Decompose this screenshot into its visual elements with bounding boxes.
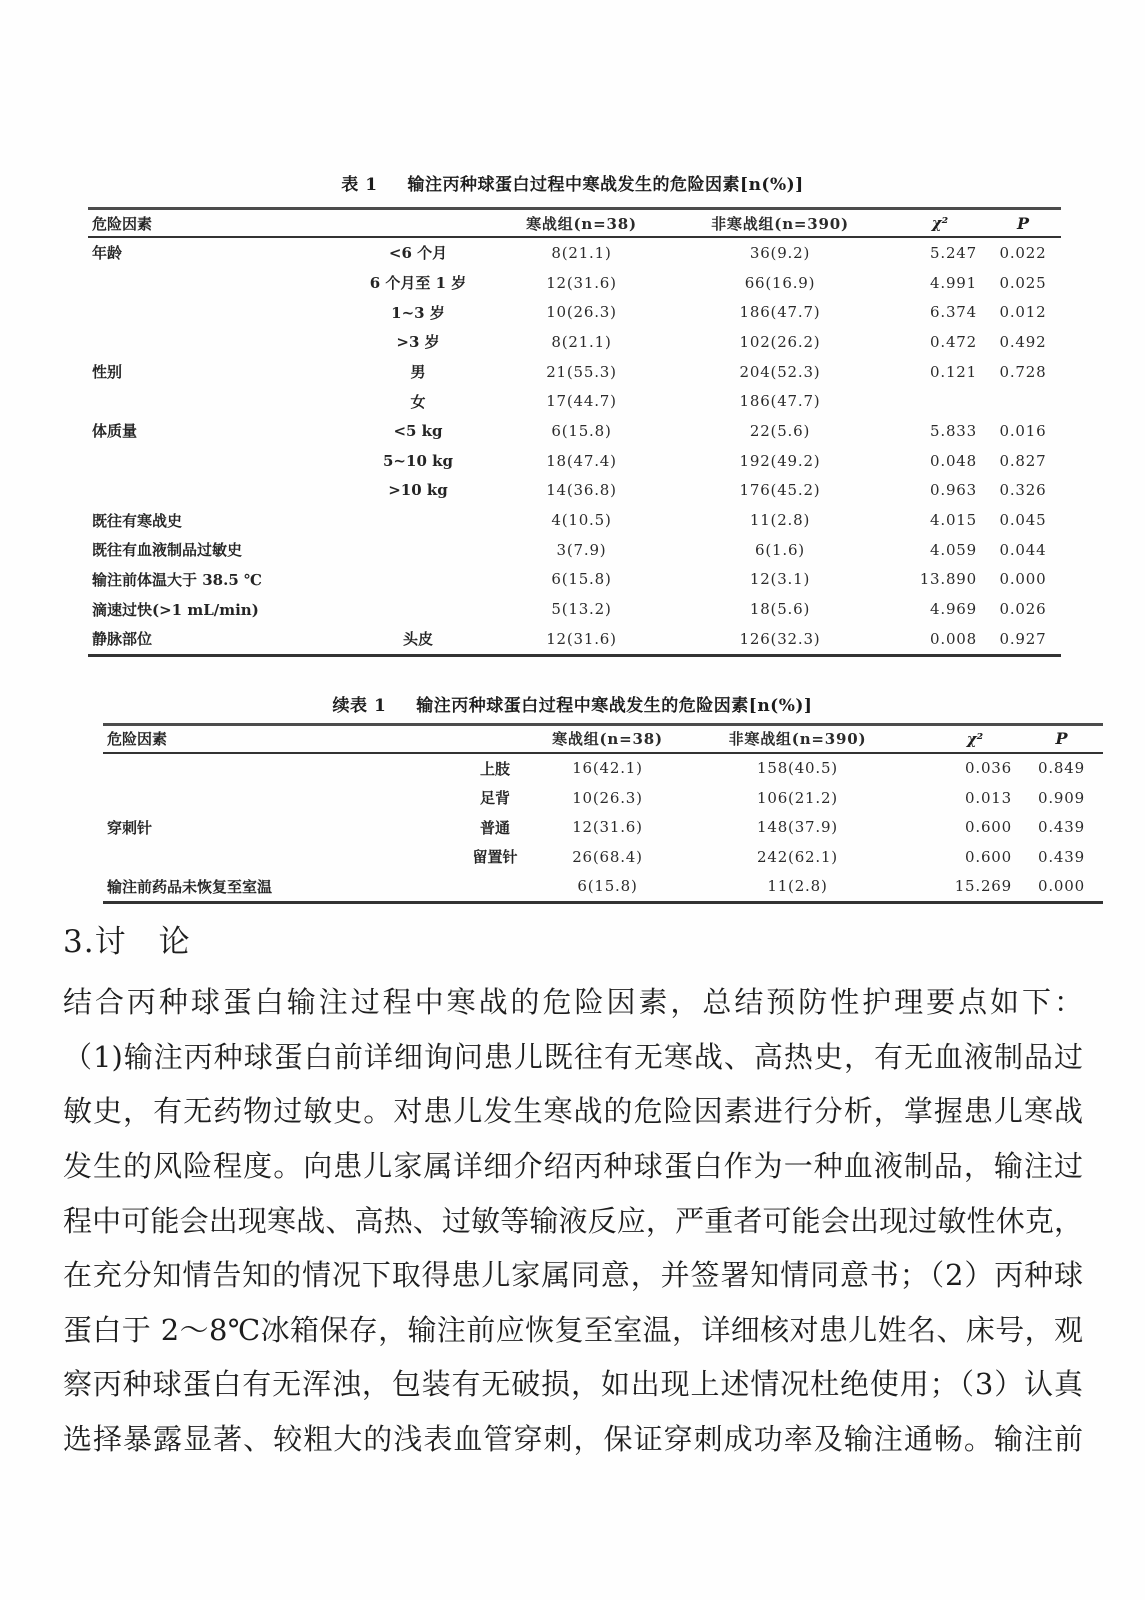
cell-nonchill-group: 66(16.9): [744, 273, 816, 292]
paragraph-line: 程中可能会出现寒战、高热、过敏等输液反应，严重者可能会出现过敏性休克，: [63, 1203, 1083, 1238]
cell-nonchill-group: 242(62.1): [757, 847, 838, 866]
paragraph-line: 察丙种球蛋白有无浑浊，包装有无破损，如出现上述情况杜绝使用；（3）认真: [63, 1367, 1083, 1402]
paragraph-line: 发生的风险程度。向患儿家属详细介绍丙种球蛋白作为一种血液制品，输注过: [63, 1148, 1083, 1183]
cell-factor: 滴速过快(>1 mL/min): [92, 600, 259, 619]
cell-nonchill-group: 11(2.8): [767, 877, 828, 896]
cell-category: 足背: [479, 789, 510, 808]
cell-nonchill-group: 148(37.9): [757, 818, 838, 837]
cell-factor: 既往有血液制品过敏史: [92, 541, 243, 560]
discussion-paragraph: [63, 975, 1083, 1466]
table1-header-chi-square: χ²: [931, 214, 949, 232]
cell-category: <6 个月: [388, 244, 448, 263]
cell-p-value: 0.044: [999, 540, 1047, 559]
cell-p-value: 0.439: [1038, 847, 1085, 866]
table-row: [88, 594, 1061, 624]
table1-header-chill-group: 寒战组(n=38): [526, 214, 637, 233]
cell-nonchill-group: 158(40.5): [757, 759, 838, 778]
cell-chi-square: 0.600: [965, 818, 1012, 837]
discussion-section: [63, 916, 1083, 1466]
cell-factor: 输注前药品未恢复至室温: [107, 877, 273, 896]
cell-chi-square: 4.015: [930, 511, 977, 530]
cell-p-value: 0.492: [999, 332, 1047, 351]
table2-body: [103, 754, 1103, 902]
table2-header-nonchill-group: 非寒战组(n=390): [728, 730, 867, 749]
cell-nonchill-group: 102(26.2): [739, 332, 821, 351]
table2-title: [0, 691, 1145, 716]
table-row: [103, 783, 1103, 813]
table-row: [88, 238, 1061, 268]
cell-p-value: 0.026: [999, 600, 1047, 619]
cell-factor: 静脉部位: [92, 630, 153, 649]
cell-nonchill-group: 11(2.8): [749, 511, 811, 530]
table-row: [88, 416, 1061, 446]
cell-chill-group: 8(21.1): [551, 332, 612, 351]
cell-factor: 既往有寒战史: [92, 511, 183, 530]
table-row: [88, 386, 1061, 416]
cell-chi-square: 6.374: [930, 303, 977, 322]
cell-p-value: 0.000: [1038, 877, 1085, 896]
table1-title: [0, 170, 1145, 195]
cell-category: 1~3 岁: [391, 303, 445, 322]
cell-nonchill-group: 18(5.6): [749, 600, 811, 619]
table-row: [88, 535, 1061, 565]
cell-chill-group: 12(31.6): [546, 629, 617, 648]
cell-factor: 穿刺针: [107, 818, 153, 837]
cell-chi-square: 0.008: [930, 629, 977, 648]
cell-chi-square: 0.121: [930, 362, 977, 381]
cell-category: 头皮: [402, 630, 433, 649]
cell-chill-group: 18(47.4): [546, 451, 617, 470]
cell-nonchill-group: 106(21.2): [757, 788, 838, 807]
paragraph-line: 选择暴露显著、较粗大的浅表血管穿刺，保证穿刺成功率及输注通畅。输注前: [63, 1421, 1083, 1456]
table2-header-p-value: P: [1055, 729, 1068, 749]
cell-chill-group: 6(15.8): [577, 877, 638, 896]
cell-chill-group: 3(7.9): [556, 540, 607, 559]
cell-nonchill-group: 36(9.2): [749, 243, 811, 262]
table-row: [88, 446, 1061, 476]
table-row: [103, 813, 1103, 843]
cell-category: 上肢: [479, 759, 510, 778]
cell-p-value: 0.022: [999, 243, 1047, 262]
paragraph-line: 在充分知情告知的情况下取得患儿家属同意，并签署知情同意书；（2）丙种球: [63, 1258, 1083, 1293]
cell-p-value: 0.045: [999, 511, 1047, 530]
discussion-heading: 3.讨 论: [63, 924, 191, 961]
cell-nonchill-group: 186(47.7): [739, 303, 821, 322]
cell-chi-square: 5.833: [930, 421, 977, 440]
table-row: [103, 872, 1103, 902]
cell-nonchill-group: 192(49.2): [739, 451, 821, 470]
cell-chi-square: 4.059: [930, 540, 977, 559]
table1-title-prefix: 表 1: [341, 175, 378, 195]
cell-p-value: 0.927: [999, 629, 1047, 648]
cell-chi-square: 13.890: [919, 570, 977, 589]
cell-chill-group: 17(44.7): [546, 392, 617, 411]
cell-chi-square: 0.472: [930, 332, 977, 351]
table-row: [88, 476, 1061, 506]
table1-header-nonchill-group: 非寒战组(n=390): [711, 214, 849, 233]
paragraph-line: 敏史，有无药物过敏史。对患儿发生寒战的危险因素进行分析，掌握患儿寒战: [63, 1094, 1083, 1129]
cell-chill-group: 6(15.8): [551, 570, 612, 589]
cell-p-value: 0.326: [999, 481, 1047, 500]
table-row: [88, 505, 1061, 535]
table-row: [88, 357, 1061, 387]
cell-chi-square: 0.963: [930, 481, 977, 500]
cell-p-value: 0.827: [999, 451, 1047, 470]
table1-header-p-value: P: [1016, 213, 1030, 233]
cell-chi-square: 0.013: [965, 788, 1012, 807]
cell-nonchill-group: 204(52.3): [739, 362, 821, 381]
cell-chi-square: 4.969: [930, 600, 977, 619]
table1-header-row: [88, 210, 1061, 238]
table-row: [88, 268, 1061, 298]
table2-header-chill-group: 寒战组(n=38): [552, 730, 663, 749]
table-row: [88, 624, 1061, 654]
cell-chill-group: 12(31.6): [572, 818, 643, 837]
cell-chill-group: 6(15.8): [551, 421, 612, 440]
table1-header-factor: 危险因素: [92, 214, 153, 233]
cell-category: 女: [410, 392, 426, 411]
cell-chill-group: 16(42.1): [572, 759, 643, 778]
cell-nonchill-group: 126(32.3): [739, 629, 821, 648]
cell-nonchill-group: 6(1.6): [755, 540, 805, 559]
cell-category: 普通: [479, 818, 510, 837]
cell-nonchill-group: 22(5.6): [749, 421, 811, 440]
cell-chi-square: 4.991: [930, 273, 977, 292]
paragraph-line: 结合丙种球蛋白输注过程中寒战的危险因素，总结预防性护理要点如下：: [63, 985, 1083, 1020]
cell-nonchill-group: 176(45.2): [739, 481, 821, 500]
cell-p-value: 0.025: [999, 273, 1047, 292]
table-row: [88, 297, 1061, 327]
cell-chill-group: 10(26.3): [572, 788, 643, 807]
table2-title-prefix: 续表 1: [332, 695, 387, 716]
cell-chill-group: 14(36.8): [546, 481, 617, 500]
table-row: [103, 754, 1103, 784]
table2-title-text: 输注丙种球蛋白过程中寒战发生的危险因素[n(%)]: [416, 695, 813, 716]
cell-chi-square: 5.247: [930, 243, 977, 262]
cell-chi-square: 0.036: [965, 759, 1012, 778]
cell-p-value: 0.909: [1038, 788, 1085, 807]
cell-factor: 性别: [92, 363, 123, 382]
cell-category: 留置针: [472, 848, 518, 867]
cell-chi-square: 0.048: [930, 451, 977, 470]
cell-chi-square: 0.600: [965, 847, 1012, 866]
table1-body: [88, 238, 1061, 654]
cell-factor: 体质量: [92, 422, 138, 441]
cell-p-value: 0.012: [999, 303, 1047, 322]
cell-chill-group: 8(21.1): [551, 243, 612, 262]
table1: [88, 207, 1061, 657]
cell-category: >3 岁: [396, 333, 440, 352]
cell-category: >10 kg: [388, 481, 448, 500]
cell-p-value: 0.016: [999, 421, 1047, 440]
cell-p-value: 0.728: [999, 362, 1047, 381]
table2-header-row: [103, 726, 1103, 754]
table-row: [88, 565, 1061, 595]
table-row: [88, 327, 1061, 357]
cell-p-value: 0.849: [1038, 759, 1085, 778]
paragraph-line: （1)输注丙种球蛋白前详细询问患儿既往有无寒战、高热史，有无血液制品过: [63, 1039, 1083, 1074]
table2: [103, 723, 1103, 905]
cell-category: 5~10 kg: [383, 451, 453, 470]
cell-p-value: 0.439: [1038, 818, 1085, 837]
cell-chill-group: 5(13.2): [551, 600, 612, 619]
cell-chill-group: 26(68.4): [572, 847, 643, 866]
cell-factor: 输注前体温大于 38.5 ℃: [92, 570, 262, 589]
cell-category: <5 kg: [393, 421, 443, 440]
cell-chill-group: 12(31.6): [546, 273, 617, 292]
cell-chill-group: 4(10.5): [551, 511, 612, 530]
cell-chi-square: 15.269: [954, 877, 1012, 896]
table-row: [103, 842, 1103, 872]
cell-chill-group: 21(55.3): [546, 362, 617, 381]
cell-factor: 年龄: [92, 244, 123, 263]
cell-category: 6 个月至 1 岁: [369, 274, 467, 293]
cell-category: 男: [410, 363, 426, 382]
cell-nonchill-group: 12(3.1): [749, 570, 811, 589]
table1-title-text: 输注丙种球蛋白过程中寒战发生的危险因素[n(%)]: [407, 175, 804, 195]
table2-header-chi-square: χ²: [966, 729, 984, 748]
cell-p-value: 0.000: [999, 570, 1047, 589]
table2-header-factor: 危险因素: [107, 730, 168, 749]
cell-chill-group: 10(26.3): [546, 303, 617, 322]
paragraph-line: 蛋白于 2～8℃冰箱保存，输注前应恢复至室温，详细核对患儿姓名、床号，观: [63, 1312, 1083, 1347]
cell-nonchill-group: 186(47.7): [739, 392, 821, 411]
